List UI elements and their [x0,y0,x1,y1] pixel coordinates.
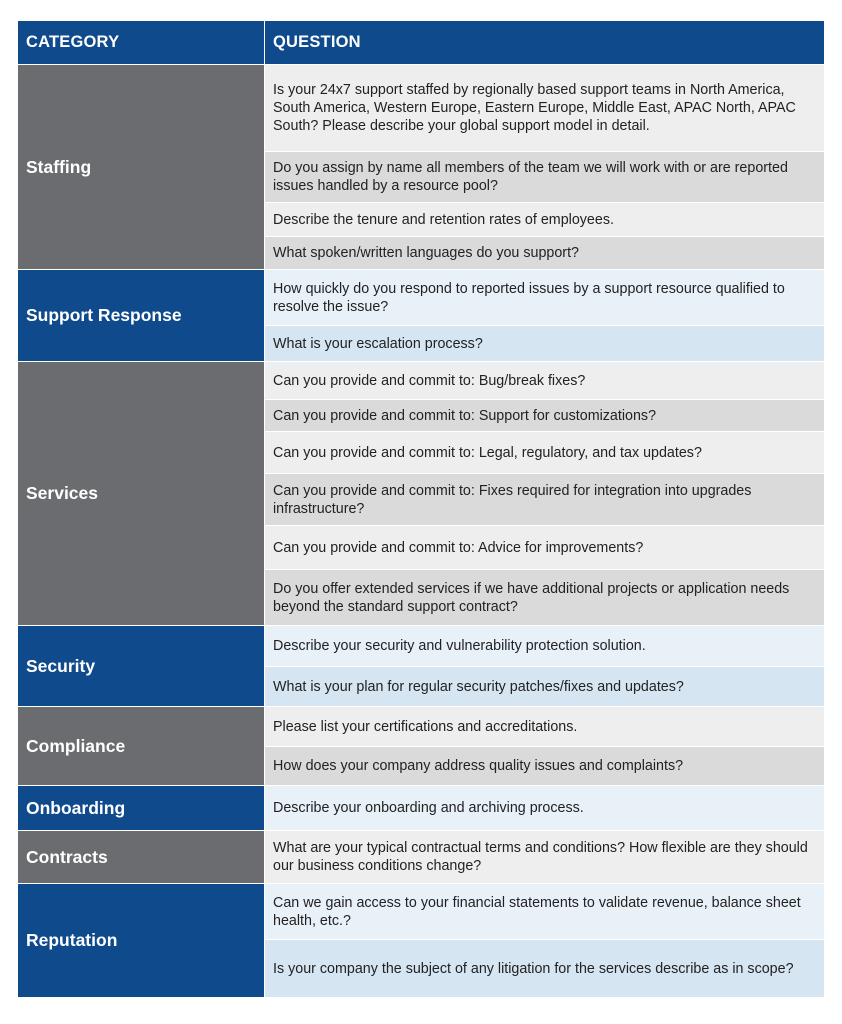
question-cell: Is your company the subject of any litigation for the services describe as in scope? [265,939,824,997]
table-header [18,21,824,64]
group-onboarding [18,785,824,830]
question-cell: Is your 24x7 support staffed by regionally based support teams in North America, South America, Western Europe, Eastern Europe, Middle East, APAC North, APAC South? Please describe your global support model in detail. [265,65,824,151]
question-cell: Can you provide and commit to: Legal, regulatory, and tax updates? [265,431,824,473]
category-cell: Reputation [18,884,265,997]
question-cell: Can you provide and commit to: Support for customizations? [265,399,824,431]
question-cell: Describe your onboarding and archiving process. [265,786,824,830]
question-cell: Can you provide and commit to: Bug/break fixes? [265,362,824,399]
question-cell: Please list your certifications and accreditations. [265,707,824,746]
question-cell: Do you offer extended services if we have additional projects or application needs beyond the standard support contract? [265,569,824,625]
group-compliance [18,706,824,785]
category-column-header: CATEGORY [18,21,265,64]
question-cell: What is your escalation process? [265,325,824,361]
group-services [18,361,824,625]
question-cell: What spoken/written languages do you support? [265,236,824,269]
category-cell: Contracts [18,831,265,883]
group-contracts [18,830,824,883]
category-cell: Support Response [18,270,265,361]
question-cell: How does your company address quality issues and complaints? [265,746,824,785]
category-cell: Security [18,626,265,706]
question-column-header: QUESTION [273,33,361,51]
category-cell: Services [18,362,265,625]
question-cell: Can we gain access to your financial statements to validate revenue, balance sheet health, etc.? [265,884,824,939]
question-cell: Describe the tenure and retention rates of employees. [265,202,824,236]
question-cell: What is your plan for regular security patches/fixes and updates? [265,666,824,706]
category-cell: Compliance [18,707,265,785]
group-security [18,625,824,706]
question-cell: Do you assign by name all members of the team we will work with or are reported issues handled by a resource pool? [265,151,824,202]
question-cell: How quickly do you respond to reported issues by a support resource qualified to resolve the issue? [265,270,824,325]
question-cell: Describe your security and vulnerability protection solution. [265,626,824,666]
question-cell: What are your typical contractual terms and conditions? How flexible are they should our business conditions change? [265,831,824,883]
group-support-response [18,269,824,361]
group-reputation [18,883,824,997]
category-cell: Staffing [18,65,265,269]
questions-table [18,21,824,997]
question-cell: Can you provide and commit to: Advice for improvements? [265,525,824,569]
category-cell: Onboarding [18,786,265,830]
group-staffing [18,64,824,269]
question-cell: Can you provide and commit to: Fixes required for integration into upgrades infrastructure? [265,473,824,525]
